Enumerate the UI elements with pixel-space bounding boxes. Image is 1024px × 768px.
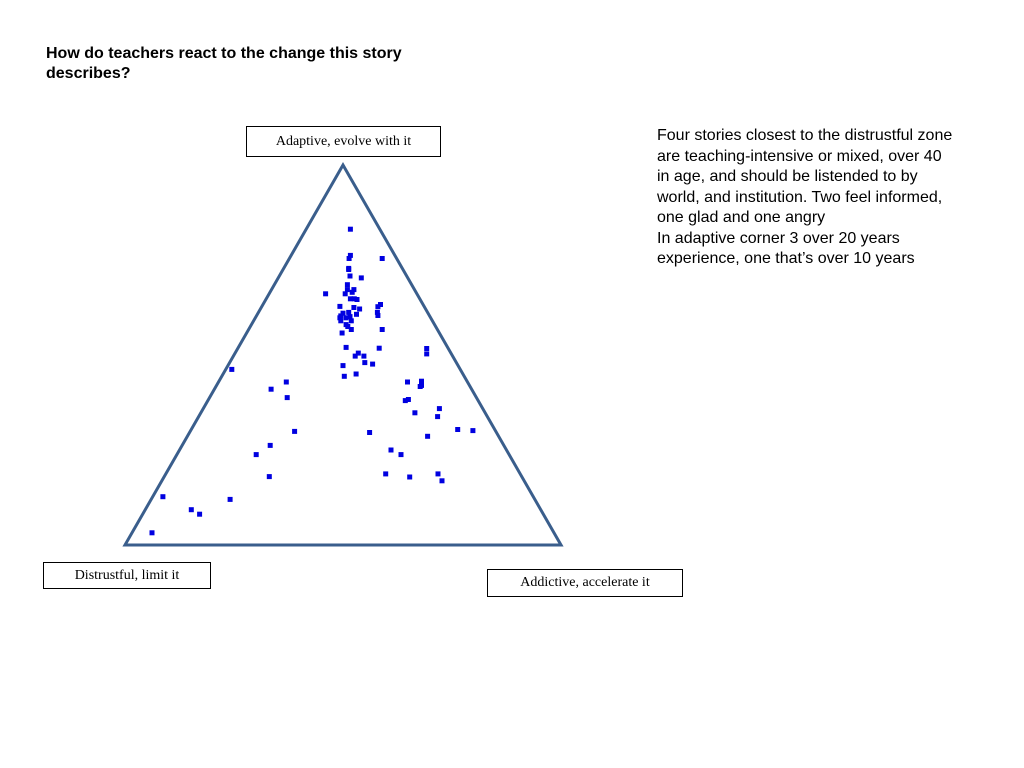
data-point-39 (380, 327, 385, 332)
data-points (150, 227, 476, 536)
data-point-76 (254, 452, 259, 457)
data-point-1 (348, 227, 353, 232)
question-title: How do teachers react to the change this story describes? (46, 45, 402, 82)
data-point-45 (354, 372, 359, 377)
data-point-42 (370, 362, 375, 367)
data-point-27 (338, 318, 343, 323)
data-point-56 (403, 398, 408, 403)
data-point-34 (357, 307, 362, 312)
data-point-57 (412, 410, 417, 415)
data-point-46 (362, 360, 367, 365)
data-point-37 (378, 302, 383, 307)
data-point-68 (436, 471, 441, 476)
data-point-73 (285, 395, 290, 400)
data-point-7 (359, 275, 364, 280)
commentary-paragraph-2: In adaptive corner 3 over 20 years experience, one that’s over 10 years (657, 229, 915, 267)
data-point-77 (267, 474, 272, 479)
data-point-71 (269, 387, 274, 392)
data-point-69 (440, 478, 445, 483)
data-point-33 (344, 345, 349, 350)
data-point-41 (361, 354, 366, 359)
data-point-54 (418, 384, 423, 389)
data-point-29 (338, 313, 343, 318)
data-point-80 (189, 507, 194, 512)
data-point-72 (284, 380, 289, 385)
data-point-61 (455, 427, 460, 432)
data-point-20 (354, 312, 359, 317)
data-point-38 (375, 310, 380, 315)
data-point-44 (356, 351, 361, 356)
data-point-23 (337, 304, 342, 309)
data-point-78 (228, 497, 233, 502)
data-point-82 (150, 530, 155, 535)
data-point-70 (229, 367, 234, 372)
corner-label-addictive: Addictive, accelerate it (487, 569, 683, 597)
data-point-13 (348, 296, 353, 301)
data-point-64 (389, 448, 394, 453)
data-point-66 (383, 471, 388, 476)
data-point-79 (160, 494, 165, 499)
data-point-81 (197, 512, 202, 517)
data-point-40 (377, 346, 382, 351)
triangle-outline (125, 165, 561, 545)
data-point-9 (345, 282, 350, 287)
data-point-8 (380, 256, 385, 261)
data-point-59 (435, 414, 440, 419)
data-point-31 (349, 327, 354, 332)
commentary-paragraph-1: Four stories closest to the distrustful zone are teaching-intensive or mixed, over 40 in age, and should be listended to by world, and institution. Two feel informed, one glad and one angry (657, 127, 953, 226)
data-point-67 (407, 475, 412, 480)
data-point-6 (346, 266, 351, 271)
data-point-14 (351, 287, 356, 292)
data-point-32 (344, 322, 349, 327)
data-point-5 (348, 274, 353, 279)
data-point-26 (349, 318, 354, 323)
data-point-3 (348, 253, 353, 258)
data-point-28 (344, 315, 349, 320)
data-point-51 (405, 380, 410, 385)
data-point-22 (323, 291, 328, 296)
data-point-21 (340, 331, 345, 336)
data-point-15 (345, 287, 350, 292)
data-point-50 (424, 351, 429, 356)
data-point-16 (355, 297, 360, 302)
data-point-49 (424, 346, 429, 351)
data-point-63 (367, 430, 372, 435)
data-point-47 (341, 363, 346, 368)
data-point-74 (292, 429, 297, 434)
data-point-58 (437, 406, 442, 411)
data-point-48 (342, 374, 347, 379)
corner-label-adaptive: Adaptive, evolve with it (246, 126, 441, 157)
data-point-75 (268, 443, 273, 448)
data-point-62 (470, 428, 475, 433)
data-point-65 (399, 452, 404, 457)
data-point-17 (351, 305, 356, 310)
data-point-60 (425, 434, 430, 439)
corner-label-distrustful: Distrustful, limit it (43, 562, 211, 589)
